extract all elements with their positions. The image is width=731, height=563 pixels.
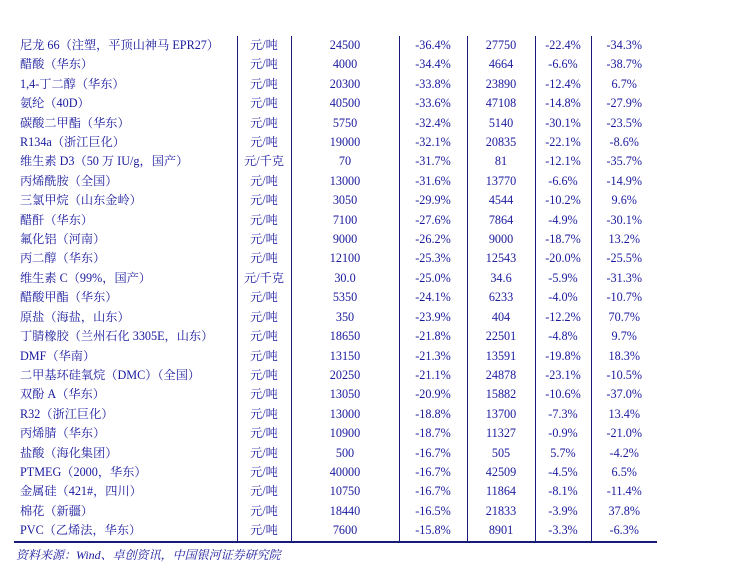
cell-chg3: -11.4% <box>591 482 657 501</box>
cell-chg2: -23.1% <box>535 366 591 385</box>
table-row <box>14 521 657 541</box>
cell-chg2: -4.0% <box>535 288 591 307</box>
cell-name: 三氯甲烷（山东金岭） <box>20 193 142 208</box>
cell-chg2: -22.1% <box>535 133 591 152</box>
cell-prev: 505 <box>467 444 535 463</box>
cell-prev: 8901 <box>467 521 535 541</box>
cell-unit: 元/吨 <box>237 366 291 385</box>
cell-prev: 42509 <box>467 463 535 482</box>
cell-unit: 元/吨 <box>237 230 291 249</box>
cell-chg3: 18.3% <box>591 347 657 366</box>
cell-price: 5350 <box>291 288 399 307</box>
table-row <box>14 230 657 249</box>
cell-unit: 元/吨 <box>237 211 291 230</box>
cell-price: 3050 <box>291 191 399 210</box>
cell-price: 10900 <box>291 424 399 443</box>
cell-unit: 元/吨 <box>237 424 291 443</box>
table-row <box>14 463 657 482</box>
table-row <box>14 55 657 74</box>
cell-unit: 元/吨 <box>237 249 291 268</box>
cell-prev: 24878 <box>467 366 535 385</box>
cell-chg3: -10.7% <box>591 288 657 307</box>
cell-chg3: -30.1% <box>591 211 657 230</box>
cell-unit: 元/吨 <box>237 405 291 424</box>
cell-chg1: -33.6% <box>399 94 467 113</box>
cell-chg3: -37.0% <box>591 385 657 404</box>
cell-unit: 元/吨 <box>237 502 291 521</box>
table-row <box>14 405 657 424</box>
cell-chg1: -27.6% <box>399 211 467 230</box>
cell-name: 金属硅（421#，四川） <box>20 484 142 499</box>
cell-chg1: -34.4% <box>399 55 467 74</box>
table-row <box>14 308 657 327</box>
cell-unit: 元/吨 <box>237 482 291 501</box>
table-row <box>14 172 657 191</box>
cell-price: 13150 <box>291 347 399 366</box>
table-row <box>14 94 657 113</box>
cell-chg2: -12.1% <box>535 152 591 171</box>
table-row <box>14 191 657 210</box>
cell-chg3: -21.0% <box>591 424 657 443</box>
cell-price: 4000 <box>291 55 399 74</box>
cell-chg2: -8.1% <box>535 482 591 501</box>
cell-unit: 元/吨 <box>237 385 291 404</box>
table-row <box>14 424 657 443</box>
cell-chg3: 13.4% <box>591 405 657 424</box>
cell-chg1: -32.4% <box>399 114 467 133</box>
cell-prev: 47108 <box>467 94 535 113</box>
cell-chg2: -4.5% <box>535 463 591 482</box>
cell-price: 70 <box>291 152 399 171</box>
cell-price: 350 <box>291 308 399 327</box>
cell-name: 碳酸二甲酯（华东） <box>20 115 130 130</box>
cell-chg3: -4.2% <box>591 444 657 463</box>
cell-name: 醋酐（华东） <box>20 212 94 227</box>
cell-unit: 元/吨 <box>237 94 291 113</box>
cell-price: 500 <box>291 444 399 463</box>
cell-chg1: -24.1% <box>399 288 467 307</box>
cell-chg1: -16.7% <box>399 482 467 501</box>
cell-name: 盐酸（海化集团） <box>20 445 118 460</box>
cell-name: 氨纶（40D） <box>20 96 90 111</box>
cell-chg2: -3.3% <box>535 521 591 541</box>
table-row <box>14 133 657 152</box>
cell-prev: 4664 <box>467 55 535 74</box>
cell-chg3: -35.7% <box>591 152 657 171</box>
cell-price: 24500 <box>291 36 399 55</box>
cell-chg3: -8.6% <box>591 133 657 152</box>
cell-price: 40000 <box>291 463 399 482</box>
table-row <box>14 366 657 385</box>
cell-name: 双酚 A（华东） <box>20 387 105 402</box>
cell-chg1: -26.2% <box>399 230 467 249</box>
cell-price: 9000 <box>291 230 399 249</box>
cell-chg1: -16.7% <box>399 463 467 482</box>
cell-prev: 5140 <box>467 114 535 133</box>
cell-chg1: -33.8% <box>399 75 467 94</box>
cell-prev: 21833 <box>467 502 535 521</box>
cell-price: 5750 <box>291 114 399 133</box>
cell-chg2: -14.8% <box>535 94 591 113</box>
table-row <box>14 114 657 133</box>
cell-chg1: -23.9% <box>399 308 467 327</box>
table-body <box>14 36 657 542</box>
cell-name: 维生素 D3（50 万 IU/g，国产） <box>20 154 189 169</box>
cell-name: 丙烯腈（华东） <box>20 426 106 441</box>
cell-name: PTMEG（2000，华东） <box>20 464 147 479</box>
cell-name: 丁腈橡胶（兰州石化 3305E，山东） <box>20 329 214 344</box>
cell-chg1: -31.6% <box>399 172 467 191</box>
cell-price: 18440 <box>291 502 399 521</box>
cell-prev: 13700 <box>467 405 535 424</box>
cell-name: PVC（乙烯法，华东） <box>14 521 237 541</box>
cell-price: 13050 <box>291 385 399 404</box>
cell-name: 丙烯酰胺（全国） <box>20 173 118 188</box>
cell-chg2: -4.8% <box>535 327 591 346</box>
cell-chg2: -20.0% <box>535 249 591 268</box>
table-row <box>14 327 657 346</box>
cell-chg3: -34.3% <box>591 36 657 55</box>
cell-name: 棉花（新疆） <box>20 503 94 518</box>
cell-unit: 元/吨 <box>237 444 291 463</box>
cell-chg3: -10.5% <box>591 366 657 385</box>
cell-chg1: -31.7% <box>399 152 467 171</box>
cell-chg1: -18.7% <box>399 424 467 443</box>
table-row <box>14 211 657 230</box>
cell-prev: 27750 <box>467 36 535 55</box>
cell-chg1: -29.9% <box>399 191 467 210</box>
cell-prev: 6233 <box>467 288 535 307</box>
cell-chg3: 6.5% <box>591 463 657 482</box>
cell-chg3: 13.2% <box>591 230 657 249</box>
table-row <box>14 152 657 171</box>
cell-unit: 元/千克 <box>237 269 291 288</box>
cell-prev: 11864 <box>467 482 535 501</box>
cell-prev: 23890 <box>467 75 535 94</box>
cell-unit: 元/吨 <box>237 347 291 366</box>
cell-price: 30.0 <box>291 269 399 288</box>
cell-chg3: -31.3% <box>591 269 657 288</box>
cell-unit: 元/吨 <box>237 36 291 55</box>
cell-unit: 元/吨 <box>237 191 291 210</box>
cell-unit: 元/吨 <box>237 521 291 541</box>
cell-chg1: -15.8% <box>399 521 467 541</box>
cell-chg1: -21.8% <box>399 327 467 346</box>
cell-unit: 元/吨 <box>237 133 291 152</box>
cell-unit: 元/吨 <box>237 463 291 482</box>
cell-unit: 元/吨 <box>237 55 291 74</box>
cell-prev: 20835 <box>467 133 535 152</box>
cell-chg3: -27.9% <box>591 94 657 113</box>
cell-name: 原盐（海盐，山东） <box>20 309 130 324</box>
cell-prev: 11327 <box>467 424 535 443</box>
cell-chg3: 9.6% <box>591 191 657 210</box>
cell-price: 13000 <box>291 172 399 191</box>
cell-chg2: -0.9% <box>535 424 591 443</box>
cell-name: DMF（华南） <box>20 348 96 363</box>
cell-unit: 元/吨 <box>237 308 291 327</box>
cell-name: R134a（浙江巨化） <box>20 135 125 150</box>
cell-chg1: -16.7% <box>399 444 467 463</box>
cell-unit: 元/吨 <box>237 114 291 133</box>
cell-chg1: -21.1% <box>399 366 467 385</box>
cell-unit: 元/吨 <box>237 288 291 307</box>
cell-chg2: -6.6% <box>535 55 591 74</box>
cell-chg1: -25.3% <box>399 249 467 268</box>
cell-name: 1,4-丁二醇（华东） <box>20 76 125 91</box>
cell-price: 10750 <box>291 482 399 501</box>
cell-unit: 元/吨 <box>237 75 291 94</box>
cell-chg1: -36.4% <box>399 36 467 55</box>
cell-price: 7600 <box>291 521 399 541</box>
cell-chg2: -6.6% <box>535 172 591 191</box>
cell-price: 20250 <box>291 366 399 385</box>
cell-prev: 9000 <box>467 230 535 249</box>
cell-price: 7100 <box>291 211 399 230</box>
price-change-table <box>14 36 657 543</box>
cell-name: 氟化铝（河南） <box>20 232 106 247</box>
cell-price: 20300 <box>291 75 399 94</box>
table-row <box>14 347 657 366</box>
cell-name: 丙二醇（华东） <box>20 251 106 266</box>
cell-chg2: -10.2% <box>535 191 591 210</box>
cell-chg2: -12.2% <box>535 308 591 327</box>
cell-chg3: -23.5% <box>591 114 657 133</box>
cell-prev: 404 <box>467 308 535 327</box>
cell-chg2: -19.8% <box>535 347 591 366</box>
cell-chg3: -6.3% <box>591 521 657 541</box>
table-row <box>14 288 657 307</box>
table-row <box>14 249 657 268</box>
cell-chg1: -18.8% <box>399 405 467 424</box>
cell-chg2: -10.6% <box>535 385 591 404</box>
table-row <box>14 269 657 288</box>
cell-chg1: -21.3% <box>399 347 467 366</box>
cell-prev: 22501 <box>467 327 535 346</box>
cell-prev: 7864 <box>467 211 535 230</box>
cell-chg1: -32.1% <box>399 133 467 152</box>
table-row <box>14 482 657 501</box>
cell-unit: 元/千克 <box>237 152 291 171</box>
cell-unit: 元/吨 <box>237 172 291 191</box>
cell-chg3: -38.7% <box>591 55 657 74</box>
cell-chg2: -30.1% <box>535 114 591 133</box>
cell-chg2: -18.7% <box>535 230 591 249</box>
cell-prev: 12543 <box>467 249 535 268</box>
table-row <box>14 444 657 463</box>
cell-chg3: 37.8% <box>591 502 657 521</box>
cell-chg1: -16.5% <box>399 502 467 521</box>
cell-chg3: 70.7% <box>591 308 657 327</box>
cell-price: 12100 <box>291 249 399 268</box>
cell-name: 二甲基环硅氧烷（DMC）（全国） <box>20 367 201 382</box>
table-row <box>14 75 657 94</box>
cell-name: 尼龙 66（注塑，平顶山神马 EPR27） <box>20 38 220 52</box>
cell-unit: 元/吨 <box>237 327 291 346</box>
cell-prev: 13591 <box>467 347 535 366</box>
cell-prev: 34.6 <box>467 269 535 288</box>
cell-chg2: -3.9% <box>535 502 591 521</box>
cell-name: 醋酸甲酯（华东） <box>20 290 118 305</box>
table-row <box>14 385 657 404</box>
cell-chg3: -25.5% <box>591 249 657 268</box>
table-row <box>14 36 657 55</box>
cell-chg2: -4.9% <box>535 211 591 230</box>
cell-prev: 4544 <box>467 191 535 210</box>
cell-chg3: 9.7% <box>591 327 657 346</box>
cell-chg3: -14.9% <box>591 172 657 191</box>
cell-chg2: -7.3% <box>535 405 591 424</box>
cell-prev: 81 <box>467 152 535 171</box>
cell-name: R32（浙江巨化） <box>20 406 114 421</box>
source-note: 资料来源：Wind、卓创资讯，中国银河证券研究院 <box>16 548 281 562</box>
cell-price: 40500 <box>291 94 399 113</box>
cell-name: 醋酸（华东） <box>20 57 94 72</box>
cell-chg2: 5.7% <box>535 444 591 463</box>
table-row <box>14 502 657 521</box>
cell-chg1: -25.0% <box>399 269 467 288</box>
cell-price: 13000 <box>291 405 399 424</box>
cell-chg3: 6.7% <box>591 75 657 94</box>
cell-chg1: -20.9% <box>399 385 467 404</box>
cell-prev: 13770 <box>467 172 535 191</box>
cell-prev: 15882 <box>467 385 535 404</box>
cell-chg2: -22.4% <box>535 36 591 55</box>
cell-price: 18650 <box>291 327 399 346</box>
cell-name: 维生素 C（99%，国产） <box>20 270 152 285</box>
cell-chg2: -12.4% <box>535 75 591 94</box>
cell-chg2: -5.9% <box>535 269 591 288</box>
cell-price: 19000 <box>291 133 399 152</box>
